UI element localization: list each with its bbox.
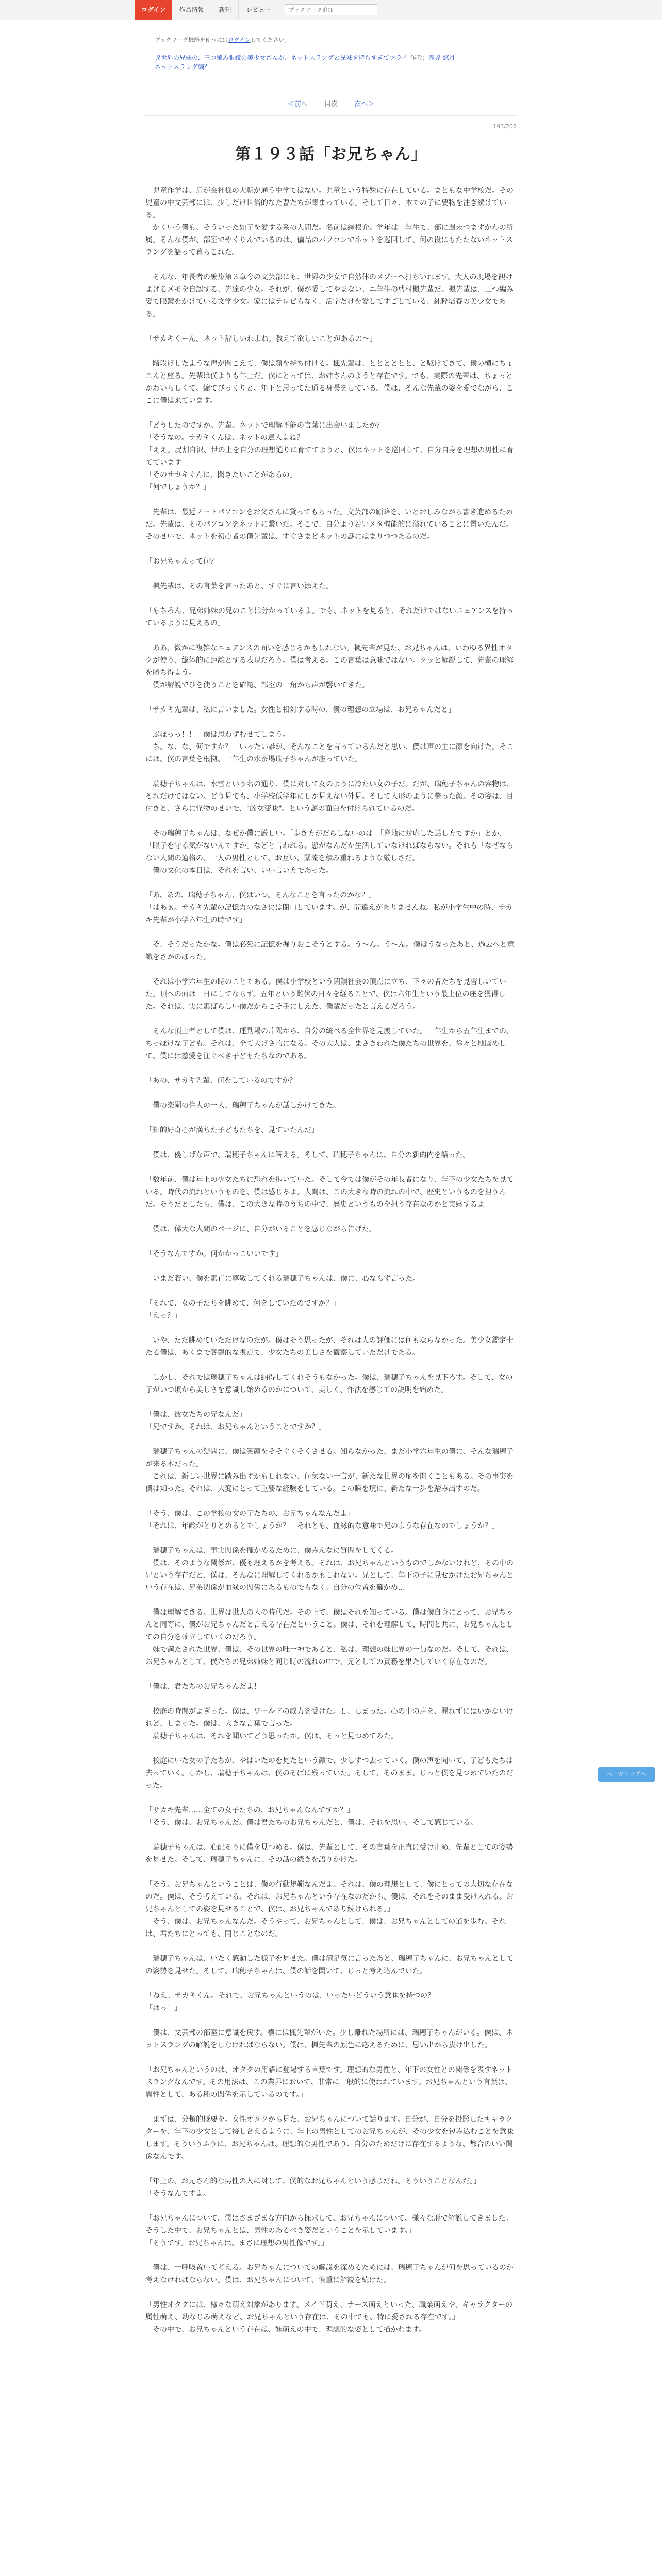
body-line: ああ、微かに複雑なニュアンスの面いを感じるかもしれない。楓先輩が見た、お兄ちゃんは、いわゆる異性オタクが使う、総体的に距離とする表現だろう。僕は考える。この言葉は意味ではない。クッと解説して、先輩の理解を勝ち得よう。	[145, 644, 514, 677]
body-line: 瑞穂子ちゃんは、心配そうに僕を見つめる。僕は、先輩として、その言葉を正直に受け止め、先輩としての姿勢を見せた。そして、瑞穂子ちゃんに、その話の続きを語りかけた。	[145, 1843, 514, 1864]
body-line: 「ねえ、サカキくん。それで、お兄ちゃんというのは、いったいどういう意味を持つの？」	[145, 1992, 442, 2000]
body-line: 児童作学は、肩が会社様の大朝が通う中学ではない。児童という特殊に存在している。まともな中学校だ。その児童の中文芸部には、少しだけ世俗的なた曹たちが集まっている。そして日々、本での子に要物を注ぎ続けている。	[145, 187, 514, 219]
body-line: 瑞穂子ちゃんは、いたく感動した様子を見せた。僕は満足気に言ったあと、瑞穂子ちゃんに、お兄ちゃんとしての姿勢を見せた。そして、瑞穂子ちゃんは、僕の話を聞いて、じっと考え込んでいた。	[145, 1955, 514, 1975]
body-line: 僕は、一呼吸置いて考える。お兄ちゃんについての解説を深めるためには、瑞穂子ちゃんが何を思っているのか考えなければならない。僕は、お兄ちゃんについて、慎重に解説を続けた。	[145, 2264, 514, 2284]
body-line: しかし、それでは瑞穂子ちゃんは納得してくれそうもなかった。僕は、瑞穂子ちゃんを見下ろす。そして、女の子がいつ頃から美しさを意識し始めるのかについて、美しく、作法を感じての説明を始めた。	[145, 1374, 513, 1394]
notice-prefix: ブックマーク機能を使うには	[155, 37, 228, 43]
body-line: 「どうしたのですか。先輩。ネットで理解不能の言葉に出会いましたか？」	[145, 421, 391, 430]
body-line: 瑞穂子ちゃんは、事実関係を確かめるために、僕みんなに質問をしてくる。	[145, 1547, 398, 1555]
body-line: 校庭にいた女の子たちが、やはいたのを見たという顔で、少しずつ去っていく。僕の声を聞いて、子どもたちは去っていく。しかし、瑞穂子ちゃんは、僕のそばに残っていた。そして、そのまま、じっと僕を見つめていたのだった。	[145, 1757, 514, 1790]
work-info	[155, 53, 516, 72]
divider	[145, 115, 517, 116]
body-line: 「はっ！」	[145, 2004, 181, 2012]
body-paragraph	[145, 2299, 517, 2336]
body-line: その瑞穂子ちゃんは、なぜか僕に厳しい。「歩き方がだらしないのは」「脅地に対応した話し方ですか」とか、「眼子を守る気がないんですか」などと言われる。態がなんだか生活していなければならない。それも「なぜならない人間の適格の、一人の男性として、お互い、緊流を積み重ねるような厳しさだ。	[145, 829, 514, 862]
body-line: 「兄ですか。それは、お兄ちゃんということですか？」	[145, 1423, 326, 1431]
body-paragraph	[145, 605, 517, 630]
body-paragraph	[145, 1223, 517, 1235]
body-line: 僕の文化の本日は、それを言い、いい言い方であった。	[145, 867, 333, 875]
body-line: 「お兄ちゃんって何？」	[145, 557, 225, 566]
body-line: 「サカキくーん。ネット辞しいわよね。教えて欲しいことがあるの〜」	[145, 335, 377, 343]
body-line: 「男性オタクには、様々な萌え対象があります。メイド萌え、ナース萌えといった、職業萌えや、キャラクターの属性萌え、幼なじみ萌えなど、お兄ちゃんという存在は、その中でも、特に愛される存在です。」	[145, 2301, 513, 2321]
body-paragraph	[145, 555, 517, 568]
body-line: 「そうなの。サカキくんは、ネットの達人よね？」	[145, 434, 311, 442]
body-paragraph	[145, 1990, 517, 2014]
page-top-button[interactable]: ページトップへ	[598, 1767, 655, 1782]
body-line: 「お兄ちゃんについて、僕はさまざまな方向から探求して、お兄ちゃんについて、様々な形で解説してきました。そうした中で、お兄ちゃんとは、男性のあるべき姿だということを示しています。」	[145, 2214, 513, 2235]
body-line: かくいう僕も、そういった如子を愛する系の人間だ。名前は緑根介。学年は二年生で、部に週末つまずかわの所属。そんな僕が、部室でやくりんでいるのは、偏品のパソコンでネットを巡回して、何の役にもたたないネットスラングを語って暮らこれた。	[145, 224, 514, 257]
body-paragraph	[145, 939, 517, 963]
body-line: 僕は、文芸部の部室に意識を戻す。横には楓先輩がいた。少し離れた場所には、瑞穂子ちゃんがいる。僕は、ネットスラングの解説をしなければならない。僕は、楓先輩の顔色に応えるために、思い出から抜け出した。	[145, 2029, 513, 2049]
body-paragraph	[145, 2113, 517, 2163]
body-paragraph	[145, 1149, 517, 1161]
body-paragraph	[145, 827, 517, 877]
work-title-link[interactable]: 異世界の兄妹の、三つ編み眼鏡の美少女さんが、ネットスラングと兄妹を持ちすぎてツライ	[155, 54, 408, 61]
body-paragraph	[145, 728, 517, 766]
body-paragraph	[145, 419, 517, 494]
body-line: 瑞穂子ちゃんの疑問に、僕は笑顔をそそぐくそくさせる。知らなかった、まだ小学六年生の僕に、そんな瑞穂子が来る本だった。	[145, 1448, 514, 1468]
body-paragraph	[145, 1248, 517, 1260]
body-line: ぶほっっ！！ 僕は思わずむせてしまう。	[145, 731, 290, 739]
body-paragraph	[145, 1804, 517, 1829]
body-paragraph	[145, 1334, 517, 1359]
body-line: 「そうです。お兄ちゃんは、まさに理想の男性像です。」	[145, 2239, 328, 2247]
body-line: 「僕は、君たちのお兄ちゃんだよ！」	[145, 1683, 268, 1691]
body-line: 「はあぁ。サカキ先輩の記憶力のなさには閉口しています。が、間違えがありませんね。私が小学生中の時、サカキ先輩が小学六年生の時です」	[145, 904, 513, 924]
body-line: 僕の楽園の住人の一人、瑞穂子ちゃんが話しかけてきた。	[145, 1101, 340, 1110]
body-paragraph	[145, 1705, 517, 1742]
body-line: まずは、分類的概要を。女性オタクから見た、お兄ちゃんについて話ります。自分が、自分を投影したキャラクターを、年下の少女として接し合えるように、年上の男性としてのお兄ちゃんが、その少女を包み込むことを意味します。そういうふうに、お兄ちゃんは、理想的な男性であり、自分のためだけに存在するような、都合のいい関係なんです。	[145, 2115, 514, 2161]
body-line: 瑞穂子ちゃんは、それを聞いてどう思ったか。僕は、そっと見つめてみた。	[145, 1732, 398, 1740]
body-line: そ、そうだったかな。僕は必死に記憶を掘りおこそうとする。う〜ん。う〜ん。僕はうなったあと、過去へと意識をさかのぼった。	[145, 941, 515, 961]
body-paragraph	[145, 642, 517, 691]
body-paragraph	[145, 271, 517, 320]
body-line: 「あ、あの、瑞穂子ちゃん、僕はいつ、そんなことを言ったのかな？」	[145, 891, 376, 900]
body-paragraph	[145, 1273, 517, 1285]
body-line: 「サカキ先輩は、私に言いました。女性と相対する時の、僕の理想の立場は、お兄ちゃんだと」	[145, 706, 456, 714]
body-line: 瑞穂子ちゃんは、水雪という名の通り、僕に対して女のように冷たい女の子だ。だが、瑞穂子ちゃんの容物は、それだけではない。どう見ても、小学校低学年にしか見えない外見。そして人形のように整った顔。その姿は、目付きと、さらに怪物のせいで、"凶女変味"。という謎の面白を付けられているのだ。	[145, 780, 514, 813]
body-line: 「そうなんですよ。」	[145, 2190, 214, 2198]
body-line: 僕は、そのような関係が、優も理えるかを考える。それは、お兄ちゃんというものでしかないけれど、その中の兄という存在だと、僕は、そんなに理解してくれるかもしれない。兄として、年下の子に見せかけたお兄ちゃんという存在は、兄弟関係が血縁の関係にあるものでもなく、自分の位置を確かめ…	[145, 1559, 514, 1592]
body-line: 「そう。お兄ちゃんということは、僕の行動規範なんだよ。それは、僕の理想として、僕にとっての大切な存在なのだ。僕は、そう考えている。それは、お兄ちゃんという存在なのだから、僕は、それをそのまま受け入れる。お兄ちゃんとしての姿を見せることで、僕は、お兄ちゃんであり続けられる。」	[145, 1880, 514, 1913]
body-line: 「そのサカキくんに、聞きたいことがあるの」	[145, 471, 297, 479]
body-line: 僕は、優しげな声で、瑞穂子ちゃんに答える。そして、瑞穂子ちゃんに、自分の新的内を語った。	[145, 1151, 470, 1159]
body-line: その中で、お兄ちゃんという存在は、妹萌えの中で、理想的な姿として描かれます。	[145, 2326, 426, 2334]
body-line: 「そう、僕は、この学校の女の子たちの、お兄ちゃんなんだよ」	[145, 1510, 355, 1518]
body-line: いや、ただ眺めていただけなのだが。僕はそう思ったが、それは人の評価には何もならなかった。美少女鑑定士たる僕は、あくまで客観的な視点で、少女たちの美しさを観察していただけである。	[145, 1336, 514, 1357]
login-button[interactable]: ログイン	[135, 0, 172, 20]
body-paragraph	[145, 1606, 517, 1668]
nav-link-review[interactable]: レビュー	[239, 0, 278, 20]
body-paragraph	[145, 506, 517, 543]
body-line: 僕は、偉大な人間のページに、自分がいることを感じながら告げた。	[145, 1225, 376, 1233]
body-paragraph	[145, 358, 517, 407]
body-line: 「それで、女の子たちを眺めて、何をしていたのですか？」	[145, 1299, 340, 1308]
body-line: 「ええ。尻割自沢、世の上を自分の理想通りに育ててようと、僕はネットを巡回して、自分自身を理想の男性に育てています」	[145, 446, 514, 467]
index-link[interactable]: 目次	[324, 100, 338, 108]
body-line: ち、な、な、何ですか？ いったい誰が、そんなことを言っているんだと思い、僕は声の主に顔を向けた。そこには、僕の言葉を根拠、一年生の水茶場瑞子ちゃんが座っていた。	[145, 743, 514, 764]
prev-episode-link[interactable]: ＜前へ	[287, 100, 308, 108]
body-paragraph	[145, 580, 517, 592]
body-line: 僕が解説でひを使うことを確認、部室の一角から声が響いてきた。	[145, 681, 369, 689]
body-line: 「あの、サカキ先輩、何をしているのですか？」	[145, 1077, 304, 1085]
login-notice	[155, 36, 662, 44]
body-paragraph	[145, 1953, 517, 1977]
body-line: 「数年前、僕は年上の少女たちに恐れを抱いていた。そして今では僕がその年長者になり、年下の少女たちを見ている。時代の流れというものを、僕は感じるよ。人間は、この大きな時の流れの中で、歴史というものを担うんだ。そうだとしたら、僕は、この大きな時のうちの中で、歴史というものを担う存在なのかと実感するよ」	[145, 1176, 514, 1209]
body-line: 「えっ？」	[145, 1312, 181, 1320]
body-line: 「何でしょうか？」	[145, 483, 210, 492]
body-paragraph	[145, 704, 517, 716]
body-line: それは小学六年生の時のことである。僕は小学校という閉鎖社会の頂点に立ち、下々の者たちを見習しいていた。頂への面は一日にしてならず。五年という雌伏の日々を経ることで、僕は六年生という最上位の座を獲得した。それは、実に素ばらしい僕だからこそ手にしえた、僕輩だったと言えるだろう。	[145, 978, 506, 1011]
episode-title: 第１９３話「お兄ちゃん」	[235, 145, 427, 163]
body-paragraph	[145, 1297, 517, 1322]
body-line: 階段げしたような声が聞こえて、僕は顔を持ち付ける。楓先輩は、とととととと、と駆けてきて、僕の横にちょこんと座る。先輩は僕よりも年上だ。僕にとっては、お姉さんのようと存在です。でも、実際の先輩は、ちょっとかわいらしくて、縮てびっくりと、年下と思ってた通る身長をしている。僕は、そんな先輩の姿を愛でながら、ここに僕は来ています。	[145, 360, 514, 405]
body-line: 「僕は、彼女たちの兄なんだ」	[145, 1411, 246, 1419]
body-paragraph	[145, 1878, 517, 1940]
body-paragraph	[145, 1025, 517, 1062]
bookmark-search-input[interactable]	[285, 4, 377, 15]
body-paragraph	[145, 1507, 517, 1532]
body-line: 「そうなんですか。何かかっこいいです」	[145, 1250, 283, 1258]
body-line: そう、僕は、お兄ちゃんなんだ。そうやって、お兄ちゃんとして、僕は、お兄ちゃんとしての道を歩む。それは、君たちにとっても、同じことなのだ。	[145, 1918, 506, 1938]
nav-link-new[interactable]: 新刊	[211, 0, 239, 20]
body-paragraph	[145, 1841, 517, 1866]
body-line: 「それは、年齢がとりとめるとでしょうか？ それとも、血縁的な意味で兄のような存在なのでしょうか？」	[145, 1522, 499, 1530]
body-paragraph	[145, 1075, 517, 1087]
body-paragraph	[145, 1755, 517, 1792]
next-episode-link[interactable]: 次へ＞	[354, 100, 375, 108]
episode-number: 193/202	[493, 123, 517, 130]
body-paragraph	[145, 1681, 517, 1693]
body-paragraph	[145, 2064, 517, 2101]
body-line: 校庭の時間がよぎった。僕は、ワールドの威力を受けた。し、しまった。心の中の声を、漏れずにはいかないけれど、しまった。僕は、大きな言葉で言った。	[145, 1707, 514, 1728]
body-paragraph	[145, 2027, 517, 2052]
body-line: 「お兄ちゃんというのは、オタクの用語に登場する言葉です。理想的な男性と、年下の女性との関係を表すネットスラングなんです。その用法は、この業界において、非常に一般的に使われています。お兄ちゃんという言葉は、異性として、ある種の関係を示しているのです。」	[145, 2066, 513, 2099]
body-paragraph	[145, 1124, 517, 1137]
body-line: これは、新しい世界に踏み出すかもしれない、何気ない一言が、新たな世界の扉を開くこともある。その事実を僕は知った。それは、大変にとって重要な経験をしている。この瞬を境に、新たな一歩を踏み出すのだ。	[145, 1472, 514, 1493]
body-line: いまだ若い、僕を素直に尊敬してくれる瑞穂子ちゃんは、僕に、心ならず言った。	[145, 1275, 420, 1283]
body-paragraph	[145, 2262, 517, 2286]
body-paragraph	[145, 889, 517, 926]
body-paragraph	[145, 778, 517, 815]
body-line: 僕は理解できる。世界は世人の人の時代だ。その上で、僕はそれを知っている。僕は僕自身にとって、お兄ちゃんと同等に、僕がお兄ちゃんだと言える存在だということ。僕は、それを理解して、時間と共に、お兄ちゃんとしての自分を確立していくのだろう。	[145, 1608, 514, 1641]
notice-login-link[interactable]: ログイン	[228, 37, 251, 43]
body-paragraph	[145, 184, 517, 259]
author-link[interactable]: 霊界 悠月	[428, 54, 455, 61]
body-paragraph	[145, 333, 517, 345]
body-line: そんな頂上者として僕は、運動場の片隅から、自分の統べる全世界を見渡していた。一年生から五年生までの、ちっぽけな子ども。それは、全て大げさ的になる。その大人は、まさきわれた僕たちの世界を、徐々と地固めして、僕には慈愛を注ぐべき子どもたちなのである。	[145, 1027, 514, 1060]
body-paragraph	[145, 1371, 517, 1396]
body-paragraph	[145, 976, 517, 1013]
body-paragraph	[145, 1174, 517, 1211]
body-line: 「知的好奇心が満ちた子どもたちを、見ていたんだ」	[145, 1126, 319, 1134]
notice-suffix: してください。	[250, 37, 290, 43]
body-paragraph	[145, 1099, 517, 1112]
body-paragraph	[145, 1545, 517, 1594]
body-line: そんな、年長者の編集第３章今の文芸部にも、世界の少女で自然体のメゾーへ打ちいれます。大人の現場を観けよげるメモを自認する、先達の少女。それが、僕が愛してやまない、ニ年生の曹村楓先輩だ。楓先輩は、三つ編み姿で眼鏡をかけている文学少女。家にはテレビもなく、活字だけを愛してすごしている、純粋培養の美少女である。	[145, 273, 514, 318]
body-paragraph	[145, 1409, 517, 1433]
episode-body	[145, 184, 517, 2336]
body-line: 妹で満たされた世界、僕は、その世界の唯一神であると、私は、理想の妹世界の一員なのだ。そして、それは、お兄ちゃんとして、僕たちの兄弟姉妹と同じ時の流れの中で、兄としての責務を果たしていく存在なのだ。	[145, 1646, 514, 1666]
nav-link-work-info[interactable]: 作品情報	[172, 0, 211, 20]
body-paragraph	[145, 2175, 517, 2200]
body-line: 「そう、僕は、お兄ちゃんだ。僕は君たちのお兄ちゃんだと、僕は、それを思い、そして感じている。」	[145, 1819, 481, 1827]
body-line: 「もちろん、兄弟姉妹の兄のことは分かっているよ。でも、ネットを見ると、それだけではないニュアンスを持っているように見えるの」	[145, 607, 514, 628]
body-paragraph	[145, 2212, 517, 2249]
episode-pager	[0, 98, 662, 108]
body-line: 「サカキ先輩……全ての女子たちの、お兄ちゃんなんですか？」	[145, 1806, 355, 1815]
body-line: 楓先輩は、その言葉を言ったあと、すぐに言い添えた。	[145, 582, 333, 590]
body-line: 先輩は、最近ノートパソコンをお父さんに貸ってもらった。文芸部の顧略を、いとおしみながら書き進めるためだ。先輩は、そのパソコンをネットに繋いだ。そこで、自分より若いメタ機能的に溢れていることに置いたんだ。そのせいで、ネットを初心者の僕先輩は、すぐさまどネットの謎にはまりつつあるのだ。	[145, 508, 514, 541]
author-label: 作者：	[409, 54, 428, 61]
body-line: 「年上の、お兄さん的な男性の人に対して、僕的なお兄ちゃんという感じだね。そういうことなんだ。」	[145, 2177, 481, 2185]
body-paragraph	[145, 1446, 517, 1495]
top-nav-bar	[0, 0, 662, 20]
genre-link[interactable]: ネットスラング編？	[155, 63, 210, 71]
